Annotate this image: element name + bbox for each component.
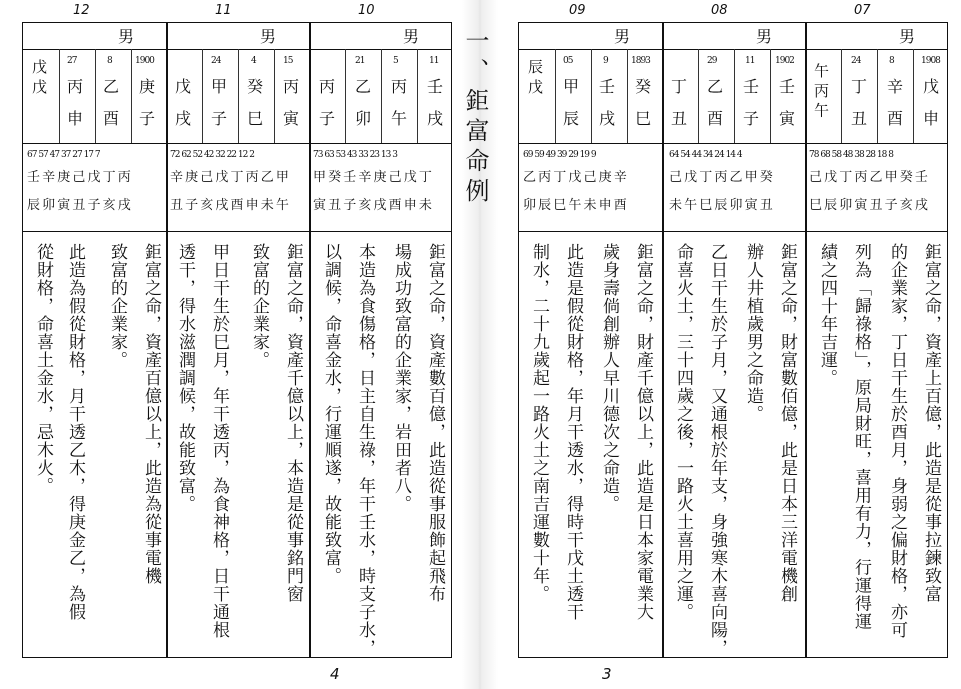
note-line: 透干，得水滋潤調候，故能致富。	[175, 243, 195, 513]
note-line: 以調候，命喜金水，行運順遂，故能致富。	[321, 243, 341, 585]
branch-1: 申	[67, 109, 84, 128]
year-number: 11	[429, 56, 439, 66]
stem-2: 壬	[743, 77, 760, 96]
luck-ages: 73 63 53 43 33 23 13 3	[313, 150, 397, 160]
note-line: 績之四十年吉運。	[817, 243, 837, 387]
branch-3: 寅	[283, 109, 300, 128]
luck-ages: 67 57 47 37 27 17 7	[27, 150, 100, 160]
year-number: 1900	[135, 56, 154, 66]
age-start: 29	[707, 56, 717, 66]
small-row: 戊 戊	[30, 59, 48, 94]
age-start: 21	[355, 56, 365, 66]
luck-branches: 丑 子 亥 戌 酉 申 未 午	[170, 198, 288, 213]
stem-0: 丁	[671, 77, 688, 96]
branch-3: 寅	[779, 109, 796, 128]
note-line: 致富的企業家。	[249, 243, 269, 369]
branch-3: 戌	[427, 109, 444, 128]
branch-1: 酉	[707, 109, 724, 128]
note-line: 乙日干生於子月，又通根於年支，身強寒木喜向陽，	[707, 243, 727, 657]
page-number: 4	[330, 665, 340, 683]
luck-ages: 64 54 44 34 24 14 4	[669, 150, 742, 160]
stem-3: 壬	[779, 77, 796, 96]
note-line: 鉅富之命，資產上百億，此造是從事拉鍊致富	[921, 243, 941, 603]
note-line: 從財格，命喜土金水，忌木火。	[33, 243, 53, 495]
branch-3: 巳	[635, 109, 652, 128]
note-line: 鉅富之命，資產百億以上，此造為從事電機	[141, 243, 161, 585]
stem-1: 丁	[851, 77, 868, 96]
luck-branches: 未 午 巳 辰 卯 寅 丑	[669, 198, 772, 213]
year-number: 1902	[775, 56, 794, 66]
left-page	[0, 0, 462, 689]
luck-ages: 72 62 52 42 32 22 12 2	[170, 150, 254, 160]
stem-1: 甲	[563, 77, 580, 96]
gender: 男	[403, 27, 420, 46]
luck-branches: 辰 卯 寅 丑 子 亥 戌	[27, 198, 130, 213]
gender: 男	[899, 27, 916, 46]
entry-number: 09	[569, 3, 586, 18]
note-line: 場成功致富的企業家，岩田者八。	[391, 243, 411, 513]
stem-0: 戊	[175, 77, 192, 96]
age-start: 24	[851, 56, 861, 66]
branch-1: 辰	[563, 109, 580, 128]
branch-3: 子	[139, 109, 156, 128]
note-line: 歲身壽倘創辦人早川德次之命造。	[599, 243, 619, 513]
stem-3: 戊	[923, 77, 940, 96]
branch-1: 丑	[851, 109, 868, 128]
stem-3: 庚	[139, 77, 156, 96]
entry-number: 11	[215, 3, 232, 18]
luck-branches: 巳 辰 卯 寅 丑 子 亥 戌	[809, 198, 927, 213]
branch-1: 卯	[355, 109, 372, 128]
note-line: 致富的企業家。	[107, 243, 127, 369]
stem-3: 丙	[283, 77, 300, 96]
note-line: 鉅富之命，資產數百億，此造從事服飾起飛布	[425, 243, 445, 603]
small-row: 午 丙 午	[812, 63, 830, 118]
page-title: 一、鉅富命例	[461, 28, 489, 208]
stem-1: 丙	[67, 77, 84, 96]
gender: 男	[756, 27, 773, 46]
note-line: 列為「歸祿格」，原局財旺，喜用有力，行運得運	[851, 243, 871, 631]
luck-stems: 辛 庚 己 戊 丁 丙 乙 甲	[170, 170, 288, 185]
branch-2: 酉	[103, 109, 120, 128]
entry-number: 10	[358, 3, 375, 18]
month-number: 9	[603, 56, 608, 66]
note-line: 此造是假從財格，年月干透水，得時干戊土透干	[563, 243, 583, 621]
branch-3: 申	[923, 109, 940, 128]
luck-ages: 69 59 49 39 29 19 9	[523, 150, 596, 160]
month-number: 11	[745, 56, 755, 66]
right-page	[461, 0, 961, 689]
month-number: 5	[393, 56, 398, 66]
luck-ages: 78 68 58 48 38 28 18 8	[809, 150, 893, 160]
entry-number: 08	[711, 3, 728, 18]
branch-2: 酉	[887, 109, 904, 128]
note-line: 命喜火土，三十四歲之後，一路火土喜用之運。	[673, 243, 693, 621]
stem-2: 癸	[247, 77, 264, 96]
stem-2: 乙	[103, 77, 120, 96]
right-table	[518, 3, 948, 658]
luck-branches: 寅 丑 子 亥 戌 酉 申 未	[313, 198, 431, 213]
gender: 男	[260, 27, 277, 46]
month-number: 8	[889, 56, 894, 66]
luck-stems: 壬 辛 庚 己 戊 丁 丙	[27, 170, 130, 185]
branch-0: 丑	[671, 109, 688, 128]
luck-branches: 卯 辰 巳 午 未 申 酉	[523, 198, 626, 213]
luck-stems: 己 戊 丁 丙 乙 甲 癸 壬	[809, 170, 927, 185]
age-start: 27	[67, 56, 77, 66]
luck-stems: 乙 丙 丁 戊 己 庚 辛	[523, 170, 626, 185]
stem-1: 乙	[707, 77, 724, 96]
page-number: 3	[602, 665, 612, 683]
note-line: 鉅富之命，財富數佰億，此是日本三洋電機創	[777, 243, 797, 603]
gender: 男	[118, 27, 135, 46]
note-line: 辦人井植歲男之命造。	[743, 243, 763, 423]
branch-2: 戌	[599, 109, 616, 128]
month-number: 4	[251, 56, 256, 66]
note-line: 本造為食傷格，日主自生祿，年干壬水，時支子水，	[355, 243, 375, 657]
gender: 男	[614, 27, 631, 46]
branch-0: 戌	[175, 109, 192, 128]
note-line: 甲日干生於巳月，年干透丙，為食神格，日干通根	[209, 243, 229, 639]
stem-2: 壬	[599, 77, 616, 96]
note-line: 鉅富之命，財產千億以上，此造是日本家電業大	[633, 243, 653, 621]
luck-stems: 甲 癸 壬 辛 庚 己 戊 丁	[313, 170, 431, 185]
stem-3: 癸	[635, 77, 652, 96]
age-start: 05	[563, 56, 573, 66]
branch-0: 子	[319, 109, 336, 128]
year-number: 1893	[631, 56, 650, 66]
left-table	[22, 3, 452, 658]
stem-2: 辛	[887, 77, 904, 96]
branch-2: 子	[743, 109, 760, 128]
note-line: 鉅富之命，資產千億以上，本造是從事銘門窗	[283, 243, 303, 603]
branch-2: 巳	[247, 109, 264, 128]
branch-2: 午	[391, 109, 408, 128]
note-line: 此造為假從財格，月干透乙木，得庚金乙，為假	[65, 243, 85, 621]
year-number: 1908	[921, 56, 940, 66]
month-number: 8	[107, 56, 112, 66]
note-line: 的企業家，丁日干生於酉月，身弱之偏財格，亦可	[887, 243, 907, 639]
branch-1: 子	[211, 109, 228, 128]
small-row: 辰 戊	[526, 59, 544, 94]
stem-1: 乙	[355, 77, 372, 96]
stem-3: 壬	[427, 77, 444, 96]
entry-number: 07	[854, 3, 871, 18]
stem-0: 丙	[319, 77, 336, 96]
age-start: 24	[211, 56, 221, 66]
note-line: 制水，二十九歲起一路火土之南吉運數十年。	[529, 243, 549, 603]
entry-number: 12	[73, 3, 90, 18]
stem-1: 甲	[211, 77, 228, 96]
stem-2: 丙	[391, 77, 408, 96]
year-number: 15	[283, 56, 293, 66]
luck-stems: 己 戊 丁 丙 乙 甲 癸	[669, 170, 772, 185]
